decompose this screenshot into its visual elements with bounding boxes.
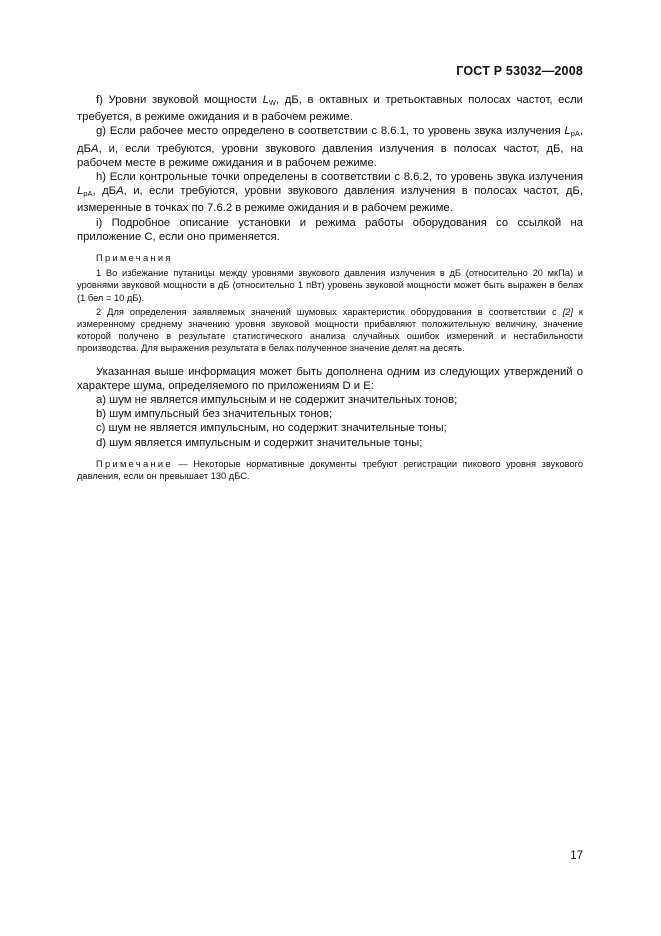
item-g-unit: A xyxy=(91,142,99,155)
final-note xyxy=(77,458,583,482)
option-d: d) шум является импульсным и содержит значительные тоны; xyxy=(96,436,423,449)
item-f-text-before: Уровни звуковой мощности xyxy=(108,94,263,106)
note-2 xyxy=(77,306,583,355)
item-f-symbol: L xyxy=(262,94,269,106)
item-f xyxy=(77,93,583,124)
final-note-text: — Некоторые нормативные документы требуют регистрации пикового уровня звукового давления, если он превышает 130 дБС. xyxy=(77,458,583,482)
note-2-before: 2 Для определения заявляемых значений шумовых характеристик оборудования в соответствии с xyxy=(96,306,563,317)
item-i-label: i) xyxy=(96,216,103,229)
notes-title: Примечания xyxy=(96,253,173,264)
note-2-after: к измеренному среднему значению уровня звуковой мощности прибавляют положительную величину, значение которой получено в результате статистического анализа случайных ошибок измерений и нестабильности производства. Для выражения результата в белах полученное значение делят на десять. xyxy=(77,306,583,354)
item-i-text: Подробное описание установки и режима работы оборудования со ссылкой на приложение С, если оно применяется. xyxy=(77,216,583,243)
final-note-label: Примечание xyxy=(96,458,173,469)
item-g-symbol: L xyxy=(564,125,571,138)
option-a: a) шум не является импульсным и не содержит значительных тонов; xyxy=(96,394,458,407)
document-header: ГОСТ Р 53032—2008 xyxy=(456,64,583,78)
item-h-label: h) xyxy=(96,171,107,184)
item-f-label: f) xyxy=(96,94,103,106)
document-body xyxy=(77,93,583,492)
item-f-text-after: , дБ, в октавных и третьоктавных полосах частот, если требуется, в режиме ожидания и в рабочем режиме. xyxy=(77,94,583,124)
item-f-subscript: W xyxy=(268,98,277,107)
item-g-label: g) xyxy=(96,125,107,138)
item-i xyxy=(77,216,583,244)
note-1: 1 Во избежание путаницы между уровнями звукового давления излучения в дБ (относительно 20 мкПа) и уровнями звуковой мощности в дБ (относительно 1 пВт) уровень звуковой мощности может быть выражен в белах (1 бел = 10 дБ). xyxy=(77,268,583,303)
note-2-ref: [2] xyxy=(562,306,573,317)
item-h-text-rest: , и, если требуются, уровни звукового давления излучения в полосах частот, дБ, измеренные в точках по 7.6.2 в режиме ожидания и в рабочем режиме. xyxy=(77,185,583,215)
item-h xyxy=(77,170,583,216)
item-g-text-rest: , и, если требуются, уровни звукового давления излучения в полосах частот, дБ, на рабочем месте в режиме ожидания и в рабочем режиме. xyxy=(77,142,583,169)
page-number: 17 xyxy=(570,850,583,862)
item-h-subscript: pA xyxy=(83,189,93,199)
supplement-intro: Указанная выше информация может быть дополнена одним из следующих утверждений о характере шума, определяемого по приложениям D и E: xyxy=(77,365,583,392)
option-b: b) шум импульсный без значительных тонов; xyxy=(96,408,333,421)
item-h-text-after: , дБ xyxy=(92,185,117,198)
option-c: c) шум не является импульсным, но содержит значительные тоны; xyxy=(96,422,447,435)
item-g-text-after: , дБ xyxy=(77,125,583,155)
item-g-subscript: pA xyxy=(570,129,580,139)
item-h-unit: A xyxy=(116,185,124,198)
item-h-text-before: Если контрольные точки определены в соответствии с 8.6.2, то уровень звука излучения xyxy=(109,171,584,184)
notes-block xyxy=(77,252,583,355)
item-g-text-before: Если рабочее место определено в соответствии с 8.6.1, то уровень звука излучения xyxy=(109,125,565,138)
supplement-options xyxy=(77,393,583,450)
item-g xyxy=(77,124,583,170)
item-h-symbol: L xyxy=(77,185,84,198)
